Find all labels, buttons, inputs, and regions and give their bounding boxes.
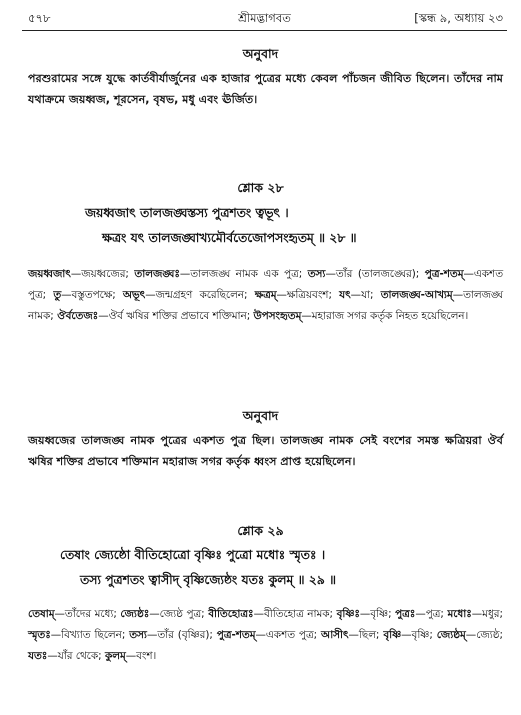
term: তস্য xyxy=(129,629,147,641)
meaning: —তাঁদের মধ্যে; xyxy=(54,608,121,620)
meaning: —ক্ষত্রিয়বংশ; xyxy=(276,289,340,301)
meaning: —তালজঙ্ঘ নামক; xyxy=(28,289,503,322)
verse-heading: শ্লোক ২৮ xyxy=(237,180,284,195)
term: তস্য xyxy=(307,268,326,280)
term: তালজঙ্ঘ-আখ্যম্ xyxy=(380,289,453,301)
term: তেষাম্ xyxy=(28,608,55,620)
meaning: —যাঁর থেকে; xyxy=(47,650,105,662)
verse-line: জয়ধ্বজাৎ তালজঙ্ঘস্তস্য পুত্রশতং ত্বভূৎ । xyxy=(85,206,289,220)
meaning: —জ্যেষ্ঠ; xyxy=(465,629,503,641)
meaning: —যা; xyxy=(350,289,381,301)
meaning: —পুত্র; xyxy=(415,608,448,620)
term: পুত্রঃ xyxy=(395,608,416,620)
header-rule xyxy=(22,30,507,31)
meaning: —জয়ধ্বজের; xyxy=(70,268,135,280)
meaning: —মহারাজ সগর কর্তৃক নিহত হয়েছিলেন। xyxy=(301,310,469,322)
meaning: —ঔর্ব ঋষির শক্তির প্রভাবে শক্তিমান; xyxy=(98,310,254,322)
term: যৎ xyxy=(339,289,351,301)
term: উপসংহৃতম্ xyxy=(253,310,302,322)
meaning: —বস্তুতপক্ষে; xyxy=(61,289,123,301)
word-for-word xyxy=(28,604,503,667)
term: স্মৃতঃ xyxy=(28,629,51,641)
translation-text: পরশুরামের সঙ্গে যুদ্ধে কার্তবীর্যার্জুনের এক হাজার পুত্রের মধ্যে কেবল পাঁচজন জীবিত ছিলেন। তাঁদের নাম যথাক্রমে জয়ধ্বজ, শূরসেন, বৃষভ, মধু এবং ঊর্জিত। xyxy=(28,72,503,106)
term: আসীৎ xyxy=(321,629,349,641)
meaning: —মধুর; xyxy=(471,608,503,620)
term: যতঃ xyxy=(28,650,48,662)
verse-line: তস্য পুত্রশতং ত্বাসীদ্ বৃষ্ণিজ্যেষ্ঠং যতঃ কুলম্ ॥ ২৯ ॥ xyxy=(80,573,336,587)
verse-heading: শ্লোক ২৯ xyxy=(237,523,284,538)
meaning: —একশত পুত্র; xyxy=(28,268,503,301)
term: জ্যেষ্ঠম্ xyxy=(436,629,466,641)
page-number: ৫৭৮ xyxy=(28,11,51,25)
translation-heading: অনুবাদ xyxy=(242,408,279,423)
term: জয়ধ্বজাৎ xyxy=(28,268,71,280)
term: মধোঃ xyxy=(447,608,472,620)
meaning: —ছিল; xyxy=(348,629,384,641)
meaning: —জন্মগ্রহণ করেছিলেন; xyxy=(145,289,255,301)
term: তালজঙ্ঘঃ xyxy=(134,268,180,280)
term: অভূৎ xyxy=(122,289,146,301)
term: তু xyxy=(53,289,62,301)
term: ক্ষত্রম্ xyxy=(254,289,277,301)
meaning: —জ্যেষ্ঠ পুত্র; xyxy=(149,608,209,620)
meaning: —বিখ্যাত ছিলেন; xyxy=(50,629,130,641)
meaning: —তাঁর (বৃষ্ণির); xyxy=(146,629,217,641)
term: ঔর্বতেজঃ xyxy=(57,310,99,322)
verse-line: ক্ষত্রং যৎ তালজঙ্ঘাখ্যমৌর্বতেজোপসংহৃতম্ ॥ ২৮ ॥ xyxy=(102,231,357,245)
meaning: —বীতিহোত্র নামক; xyxy=(253,608,337,620)
running-header xyxy=(22,10,507,30)
term: পুত্র-শতম্ xyxy=(216,629,256,641)
meaning: —তাঁর (তালজঙ্ঘের); xyxy=(325,268,425,280)
term: জ্যেষ্ঠঃ xyxy=(120,608,150,620)
translation-text: জয়ধ্বজের তালজঙ্ঘ নামক পুত্রের একশত পুত্র ছিল। তালজঙ্ঘ নামক সেই বংশের সমস্ত ক্ষত্রিয়রা ঔর্ব ঋষির শক্তির প্রভাবে শক্তিমান মহারাজ সগর কর্তৃক ধ্বংস প্রাপ্ত হয়েছিলেন। xyxy=(28,434,503,468)
term: বৃষ্ণি xyxy=(383,629,402,641)
meaning: —একশত পুত্র; xyxy=(255,629,322,641)
meaning: —বংশ। xyxy=(125,650,157,662)
book-title: শ্রীমদ্ভাগবত xyxy=(238,11,291,25)
term: কুলম্ xyxy=(104,650,126,662)
meaning: —তালজঙ্ঘ নামক এক পুত্র; xyxy=(179,268,308,280)
verse-line: তেষাং জ্যেষ্ঠো বীতিহোত্রো বৃষ্ণিঃ পুত্রো মধোঃ স্মৃতঃ । xyxy=(60,548,326,562)
meaning: —বৃষ্ণি; xyxy=(359,608,396,620)
chapter-reference: [স্কন্ধ ৯, অধ্যায় ২৩ xyxy=(414,11,503,25)
translation-heading: অনুবাদ xyxy=(242,46,279,61)
term: বীতিহোত্রঃ xyxy=(208,608,254,620)
term: পুত্র-শতম্ xyxy=(424,268,464,280)
meaning: —বৃষ্ণি; xyxy=(401,629,437,641)
word-for-word xyxy=(28,264,503,327)
term: বৃষ্ণিঃ xyxy=(336,608,360,620)
